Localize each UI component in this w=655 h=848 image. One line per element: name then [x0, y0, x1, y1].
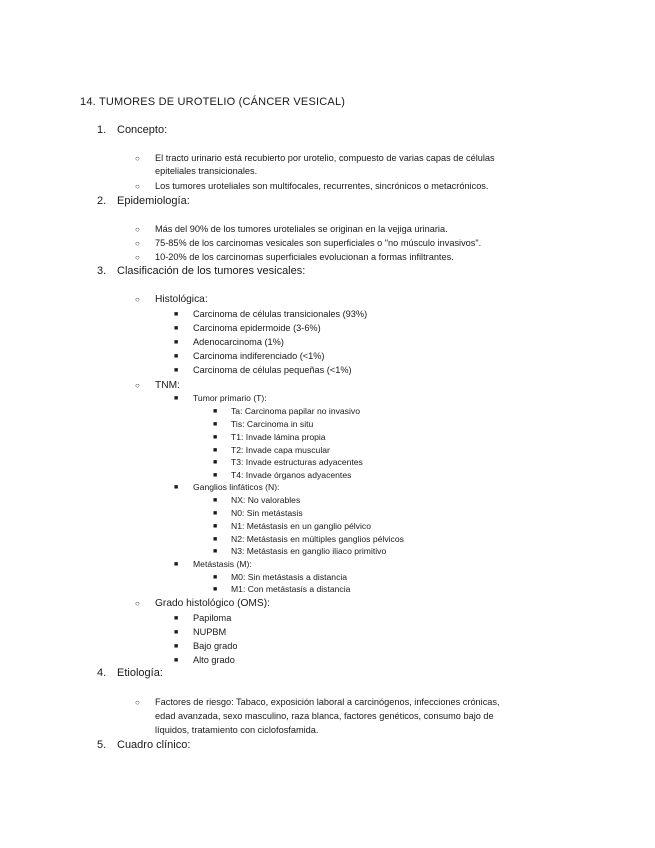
list-item: Carcinoma de células transicionales (93%) — [193, 309, 368, 319]
list-item: N1: Metástasis en un ganglio pélvico — [231, 521, 371, 531]
list-item-continuation: líquidos, tratamiento con ciclofosfamida. — [155, 725, 319, 735]
section-number: 3. — [97, 265, 107, 277]
list-item: N3: Metástasis en ganglio iliaco primitivo — [231, 546, 387, 556]
square-bullet-icon: ■ — [213, 523, 218, 530]
section-number: 2. — [97, 195, 107, 207]
subheading-tumor-primario: Tumor primario (T): — [193, 393, 267, 403]
circle-bullet-icon: ○ — [135, 295, 140, 304]
list-item: Factores de riesgo: Tabaco, exposición laboral a carcinógenos, infecciones crónicas, — [155, 697, 500, 707]
list-item: N0: Sin metástasis — [231, 508, 303, 518]
subheading-metastasis: Metástasis (M): — [193, 559, 252, 569]
circle-bullet-icon: ○ — [135, 154, 140, 163]
square-bullet-icon: ■ — [213, 510, 218, 517]
square-bullet-icon: ■ — [213, 472, 218, 479]
square-bullet-icon: ■ — [174, 561, 179, 568]
circle-bullet-icon: ○ — [135, 239, 140, 248]
square-bullet-icon: ■ — [213, 434, 218, 441]
square-bullet-icon: ■ — [213, 421, 218, 428]
list-item: Tis: Carcinoma in situ — [231, 419, 314, 429]
square-bullet-icon: ■ — [174, 484, 179, 491]
list-item: 10-20% de los carcinomas superficiales evolucionan a formas infiltrantes. — [155, 252, 454, 262]
list-item-continuation: edad avanzada, sexo masculino, raza blanca, factores genéticos, consumo bajo de — [155, 711, 494, 721]
circle-bullet-icon: ○ — [135, 381, 140, 390]
list-item: Bajo grado — [193, 641, 238, 651]
square-bullet-icon: ■ — [213, 459, 218, 466]
list-item: Papiloma — [193, 613, 232, 623]
circle-bullet-icon: ○ — [135, 698, 140, 707]
square-bullet-icon: ■ — [174, 325, 179, 332]
subheading-grado: Grado histológico (OMS): — [155, 598, 270, 609]
list-item: Carcinoma de células pequeñas (<1%) — [193, 365, 352, 375]
square-bullet-icon: ■ — [213, 447, 218, 454]
circle-bullet-icon: ○ — [135, 253, 140, 262]
square-bullet-icon: ■ — [213, 586, 218, 593]
list-item: Alto grado — [193, 655, 235, 665]
list-item-continuation: epiteliales transicionales. — [155, 166, 258, 176]
list-item: Más del 90% de los tumores uroteliales se originan en la vejiga urinaria. — [155, 224, 448, 234]
list-item: Adenocarcinoma (1%) — [193, 337, 284, 347]
square-bullet-icon: ■ — [213, 574, 218, 581]
list-item: El tracto urinario está recubierto por urotelio, compuesto de varias capas de células — [155, 153, 495, 163]
section-heading-cuadro-clinico: Cuadro clínico: — [117, 739, 191, 751]
list-item: Carcinoma indiferenciado (<1%) — [193, 351, 325, 361]
section-heading-etiologia: Etiología: — [117, 667, 163, 679]
circle-bullet-icon: ○ — [135, 599, 140, 608]
list-item: Los tumores uroteliales son multifocales, recurrentes, sincrónicos o metacrónicos. — [155, 181, 489, 191]
list-item: T4: Invade órganos adyacentes — [231, 470, 352, 480]
list-item: 75-85% de los carcinomas vesicales son superficiales o "no músculo invasivos". — [155, 238, 482, 248]
list-item: M1: Con metástasis a distancia — [231, 584, 351, 594]
square-bullet-icon: ■ — [174, 395, 179, 402]
square-bullet-icon: ■ — [174, 311, 179, 318]
list-item: N2: Metástasis en múltiples ganglios pélvicos — [231, 534, 404, 544]
section-heading-concepto: Concepto: — [117, 124, 168, 136]
square-bullet-icon: ■ — [174, 615, 179, 622]
square-bullet-icon: ■ — [174, 629, 179, 636]
square-bullet-icon: ■ — [174, 339, 179, 346]
square-bullet-icon: ■ — [213, 548, 218, 555]
square-bullet-icon: ■ — [213, 536, 218, 543]
square-bullet-icon: ■ — [213, 408, 218, 415]
subheading-ganglios: Ganglios linfáticos (N): — [193, 482, 280, 492]
circle-bullet-icon: ○ — [135, 182, 140, 191]
section-heading-epidemiologia: Epidemiología: — [117, 195, 190, 207]
section-number: 5. — [97, 739, 107, 751]
square-bullet-icon: ■ — [213, 497, 218, 504]
list-item: T2: Invade capa muscular — [231, 445, 330, 455]
square-bullet-icon: ■ — [174, 643, 179, 650]
list-item: M0: Sin metástasis a distancia — [231, 572, 348, 582]
list-item: NUPBM — [193, 627, 227, 637]
square-bullet-icon: ■ — [174, 657, 179, 664]
page-title: 14. TUMORES DE UROTELIO (CÁNCER VESICAL) — [80, 96, 346, 108]
section-number: 4. — [97, 667, 107, 679]
square-bullet-icon: ■ — [174, 367, 179, 374]
list-item: T1: Invade lámina propia — [231, 432, 326, 442]
list-item: T3: Invade estructuras adyacentes — [231, 457, 363, 467]
circle-bullet-icon: ○ — [135, 225, 140, 234]
subheading-tnm: TNM: — [155, 380, 180, 391]
section-heading-clasificacion: Clasificación de los tumores vesicales: — [117, 265, 306, 277]
list-item: NX: No valorables — [231, 495, 301, 505]
section-number: 1. — [97, 124, 107, 136]
square-bullet-icon: ■ — [174, 353, 179, 360]
subheading-histologica: Histológica: — [155, 294, 208, 305]
list-item: Carcinoma epidermoide (3-6%) — [193, 323, 321, 333]
list-item: Ta: Carcinoma papilar no invasivo — [231, 406, 360, 416]
